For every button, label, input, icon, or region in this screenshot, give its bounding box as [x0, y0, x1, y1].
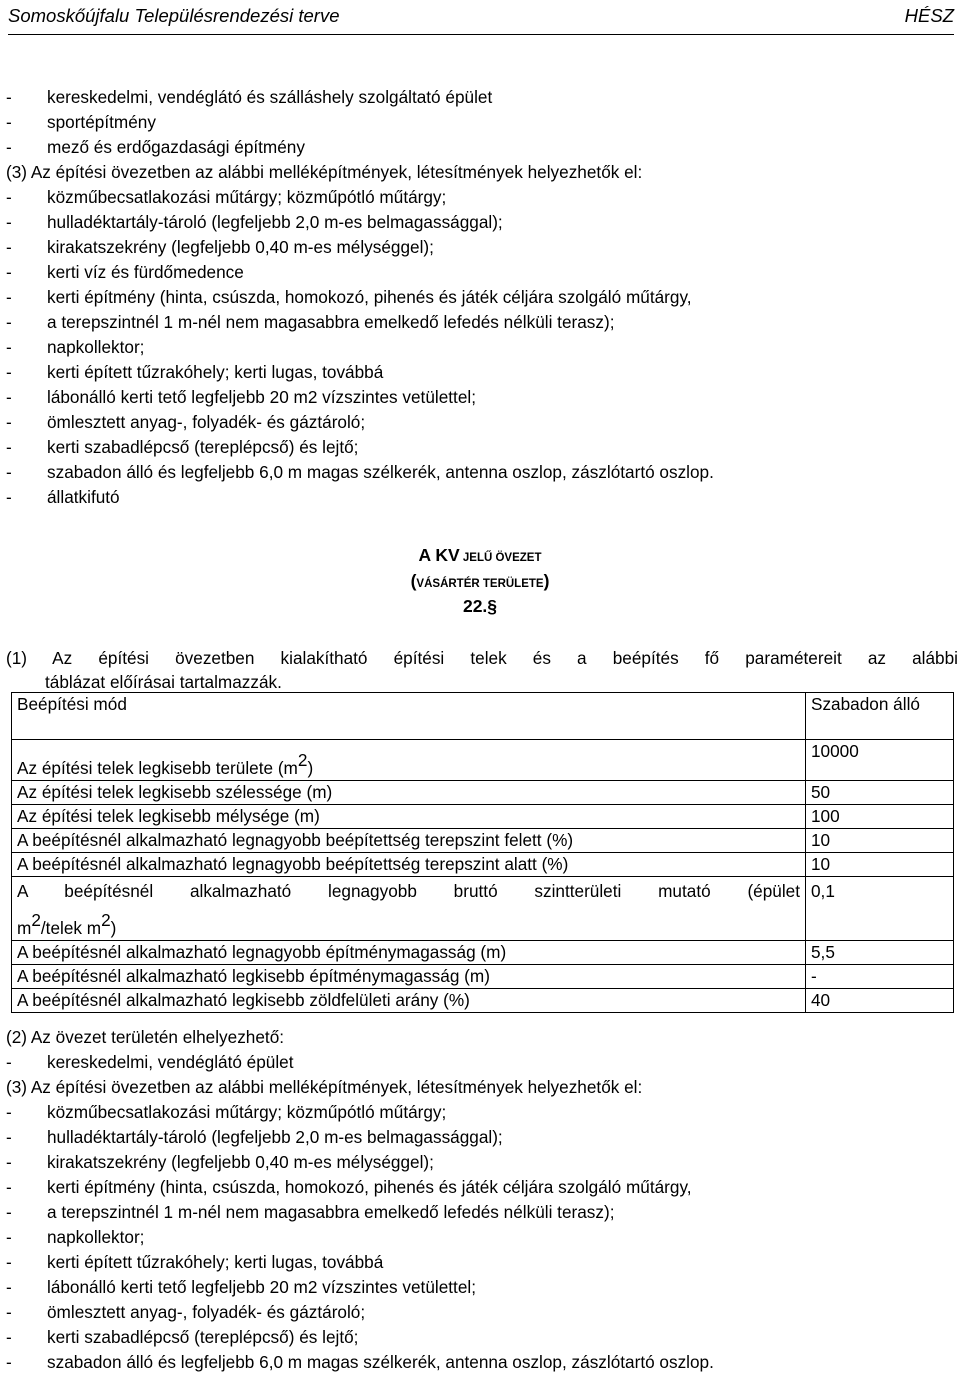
list-item — [6, 1350, 956, 1375]
list-bullet: - — [6, 287, 12, 307]
paragraph-heading: (3) Az építési övezetben az alábbi melléképítmények, létesítmények helyezhetők el: — [6, 162, 643, 182]
list-item — [6, 285, 956, 310]
list-item — [6, 210, 956, 235]
list-item-text: kirakatszekrény (legfeljebb 0,40 m-es mélységgel); — [47, 1152, 434, 1172]
list-bullet: - — [6, 212, 12, 232]
paragraph-heading: (2) Az övezet területén elhelyezhető: — [6, 1027, 285, 1047]
table-cell-value: 5,5 — [806, 941, 954, 965]
document-title: Somoskőújfalu Településrendezési terve — [8, 5, 340, 26]
paragraph-heading: (3) Az építési övezetben az alábbi melléképítmények, létesítmények helyezhetők el: — [6, 1077, 643, 1097]
list-bullet: - — [6, 187, 12, 207]
list-item-text: közműbecsatlakozási műtárgy; közműpótló műtárgy; — [47, 187, 447, 207]
section-number: 22.§ — [462, 596, 498, 616]
list-item-text: kereskedelmi, vendéglátó és szálláshely szolgáltató épület — [47, 87, 493, 107]
list-item — [6, 160, 956, 185]
list-item — [6, 1200, 956, 1225]
table-cell-label: A beépítésnél alkalmazható legnagyobb építménymagasság (m) — [12, 941, 806, 965]
list-item — [6, 1075, 956, 1100]
list-bullet: - — [6, 487, 12, 507]
list-bullet: - — [6, 1202, 12, 1222]
list-top — [6, 85, 956, 510]
table-cell-label: A beépítésnél alkalmazható legkisebb építménymagasság (m) — [12, 965, 806, 989]
table-row — [12, 693, 954, 740]
list-bullet: - — [6, 437, 12, 457]
list-bullet: - — [6, 137, 12, 157]
list-bullet: - — [6, 337, 12, 357]
document-code: HÉSZ — [904, 5, 954, 26]
table-cell-label: A beépítésnél alkalmazható legnagyobb bruttó szintterületi mutató (épület $m^2$/telek $m^2$) — [12, 877, 806, 941]
table-cell-value: Szabadon álló — [806, 693, 954, 740]
table-cell-label: Az építési telek legkisebb mélysége (m) — [12, 805, 806, 829]
table-cell-value: 50 — [806, 781, 954, 805]
section-subtitle: (VÁSÁRTÉR TERÜLETE) — [410, 571, 550, 591]
paragraph-1-line-2: táblázat előírásai tartalmazzák. — [45, 672, 282, 692]
list-bullet: - — [6, 1102, 12, 1122]
list-bullet: - — [6, 87, 12, 107]
list-bullet: - — [6, 112, 12, 132]
list-item-text: szabadon álló és legfeljebb 6,0 m magas szélkerék, antenna oszlop, zászlótartó oszlop. — [47, 1352, 714, 1372]
list-item — [6, 1100, 956, 1125]
table-row — [12, 877, 954, 941]
table-cell-value: 40 — [806, 989, 954, 1013]
list-item — [6, 460, 956, 485]
table-cell-label: Az építési telek legkisebb szélessége (m) — [12, 781, 806, 805]
list-item-text: közműbecsatlakozási műtárgy; közműpótló műtárgy; — [47, 1102, 447, 1122]
list-bullet: - — [6, 237, 12, 257]
list-item-text: mező és erdőgazdasági építmény — [47, 137, 305, 157]
list-item — [6, 260, 956, 285]
list-item — [6, 135, 956, 160]
list-bullet: - — [6, 1252, 12, 1272]
table-cell-label: Az építési telek legkisebb területe $(m^2)$ — [12, 740, 806, 781]
table-cell-value: 10000 — [806, 740, 954, 781]
table-row — [12, 829, 954, 853]
list-bullet: - — [6, 1352, 12, 1372]
paragraph-1-line-1: (1) Az építési övezetben kialakítható építési telek és a beépítés fő paramétereit az alábbi — [6, 648, 958, 668]
section-title: A KV JELŰ ÖVEZET — [418, 545, 542, 565]
list-item-text: kerti építmény (hinta, csúszda, homokozó, pihenés és játék céljára szolgáló műtárgy, — [47, 1177, 692, 1197]
list-item — [6, 335, 956, 360]
list-item — [6, 385, 956, 410]
list-bottom — [6, 1025, 956, 1375]
list-bullet: - — [6, 262, 12, 282]
list-item — [6, 1050, 956, 1075]
list-item-text: hulladéktartály-tároló (legfeljebb 2,0 m-es belmagassággal); — [47, 1127, 503, 1147]
list-item — [6, 1250, 956, 1275]
list-bullet: - — [6, 1177, 12, 1197]
table-cell-value: 10 — [806, 853, 954, 877]
list-bullet: - — [6, 1277, 12, 1297]
list-item-text: állatkifutó — [47, 487, 120, 507]
list-item — [6, 1125, 956, 1150]
table-cell-value: 10 — [806, 829, 954, 853]
list-item-text: kerti víz és fürdőmedence — [47, 262, 244, 282]
list-item-text: kereskedelmi, vendéglátó épület — [47, 1052, 294, 1072]
list-item — [6, 1300, 956, 1325]
list-item-text: szabadon álló és legfeljebb 6,0 m magas szélkerék, antenna oszlop, zászlótartó oszlop. — [47, 462, 714, 482]
list-item-text: kerti szabadlépcső (tereplépcső) és lejtő; — [47, 437, 359, 457]
list-item-text: napkollektor; — [47, 337, 145, 357]
table-cell-value: 0,1 — [806, 877, 954, 941]
list-item-text: lábonálló kerti tető legfeljebb 20 m2 vízszintes vetülettel; — [47, 387, 476, 407]
list-item-text: kerti szabadlépcső (tereplépcső) és lejtő; — [47, 1327, 359, 1347]
list-item-text: a terepszintnél 1 m-nél nem magasabbra emelkedő lefedés nélküli terasz); — [47, 1202, 615, 1222]
list-bullet: - — [6, 1302, 12, 1322]
list-item-text: a terepszintnél 1 m-nél nem magasabbra emelkedő lefedés nélküli terasz); — [47, 312, 615, 332]
table-cell-label: A beépítésnél alkalmazható legnagyobb beépítettség terepszint felett (%) — [12, 829, 806, 853]
list-item-text: ömlesztett anyag-, folyadék- és gáztároló; — [47, 412, 366, 432]
list-bullet: - — [6, 1327, 12, 1347]
list-item — [6, 185, 956, 210]
table-row — [12, 740, 954, 781]
list-item — [6, 1275, 956, 1300]
table-row — [12, 805, 954, 829]
list-item-text: napkollektor; — [47, 1227, 145, 1247]
list-bullet: - — [6, 1152, 12, 1172]
table-cell-value: 100 — [806, 805, 954, 829]
list-item — [6, 1150, 956, 1175]
list-item — [6, 1175, 956, 1200]
list-item — [6, 1325, 956, 1350]
list-item — [6, 310, 956, 335]
paragraph-1 — [6, 646, 958, 694]
list-item — [6, 360, 956, 385]
list-bullet: - — [6, 1052, 12, 1072]
list-item — [6, 485, 956, 510]
list-item-text: ömlesztett anyag-, folyadék- és gáztároló; — [47, 1302, 366, 1322]
list-bullet: - — [6, 387, 12, 407]
table-cell-label: A beépítésnél alkalmazható legnagyobb beépítettség terepszint alatt (%) — [12, 853, 806, 877]
list-bullet: - — [6, 1127, 12, 1147]
list-item — [6, 410, 956, 435]
list-item — [6, 235, 956, 260]
table-row — [12, 989, 954, 1013]
table-cell-label: Beépítési mód — [12, 693, 806, 740]
list-item-text: lábonálló kerti tető legfeljebb 20 m2 vízszintes vetülettel; — [47, 1277, 476, 1297]
list-bullet: - — [6, 362, 12, 382]
list-item-text: kirakatszekrény (legfeljebb 0,40 m-es mélységgel); — [47, 237, 434, 257]
table-cell-value: - — [806, 965, 954, 989]
list-bullet: - — [6, 412, 12, 432]
list-item-text: kerti épített tűzrakóhely; kerti lugas, továbbá — [47, 1252, 384, 1272]
list-item-text: kerti épített tűzrakóhely; kerti lugas, továbbá — [47, 362, 384, 382]
table-row — [12, 853, 954, 877]
table-row — [12, 965, 954, 989]
table-row — [12, 781, 954, 805]
list-item-text: sportépítmény — [47, 112, 156, 132]
page-header — [8, 4, 954, 35]
list-item-text: kerti építmény (hinta, csúszda, homokozó, pihenés és játék céljára szolgáló műtárgy, — [47, 287, 692, 307]
list-item — [6, 110, 956, 135]
list-item-text: hulladéktartály-tároló (legfeljebb 2,0 m-es belmagassággal); — [47, 212, 503, 232]
list-bullet: - — [6, 462, 12, 482]
list-item — [6, 435, 956, 460]
list-item — [6, 1025, 956, 1050]
list-bullet: - — [6, 1227, 12, 1247]
parameters-table — [11, 692, 954, 1013]
table-row — [12, 941, 954, 965]
table-cell-label: A beépítésnél alkalmazható legkisebb zöldfelületi arány (%) — [12, 989, 806, 1013]
list-bullet: - — [6, 312, 12, 332]
list-item — [6, 85, 956, 110]
list-item — [6, 1225, 956, 1250]
